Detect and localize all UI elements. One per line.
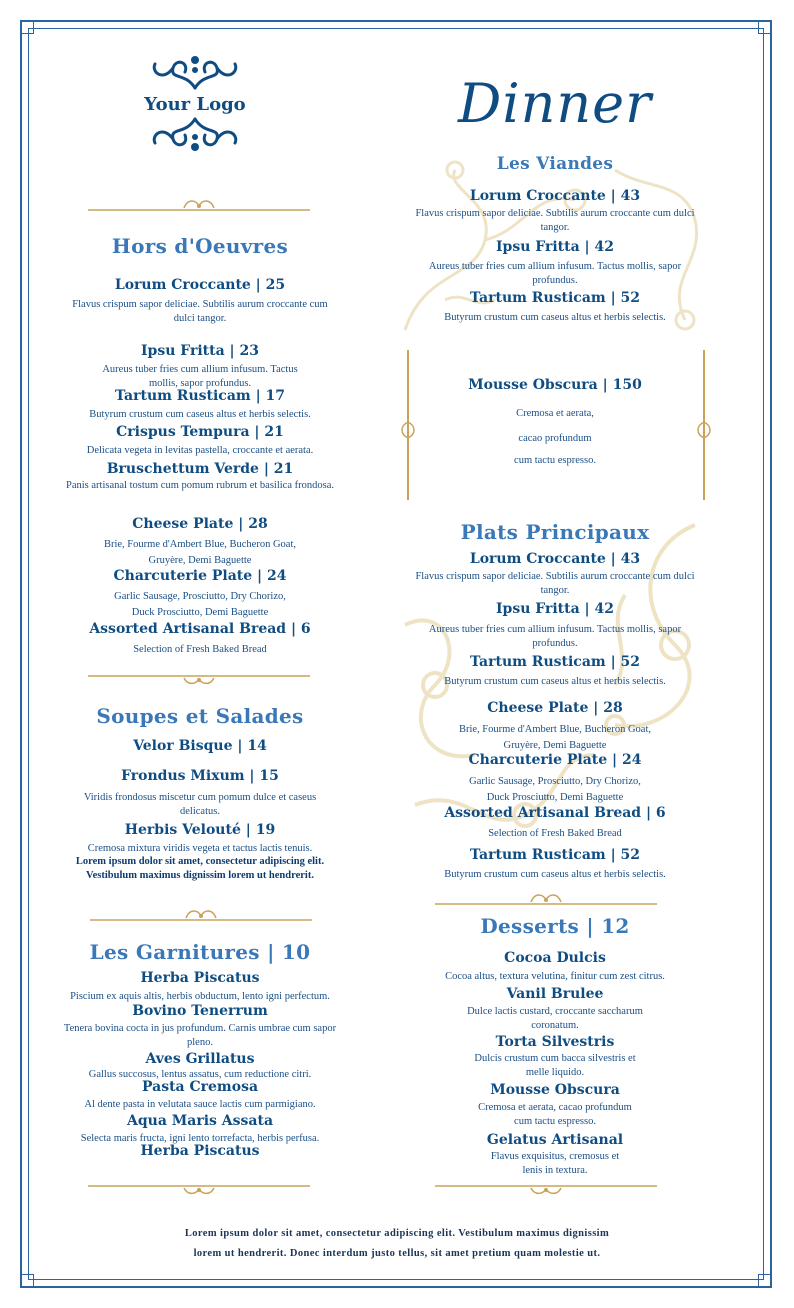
ornament-divider	[88, 1180, 310, 1198]
menu-item-name: Ipsu Fritta | 23	[141, 343, 259, 359]
menu-item-desc: Flavus crispum sapor deliciae. Subtilis aurum croccante cum dulci tangor.	[415, 571, 695, 597]
menu-item-desc: Flavus crispum sapor deliciae. Subtilis aurum croccante cum dulci tangor.	[72, 299, 328, 325]
menu-item-desc: Gallus succosus, lentus assatus, cum reductione citri.	[88, 1069, 312, 1080]
corner-ornament	[20, 1274, 34, 1288]
logo	[140, 52, 250, 162]
section-soupes-salades	[60, 704, 340, 904]
section-title: Plats Principaux	[460, 520, 650, 544]
menu-item-name: Aqua Maris Assata	[126, 1113, 274, 1129]
menu-item-desc: Tenera bovina cocta in jus profundum. Carnis umbrae cum sapor pleno.	[63, 1023, 337, 1049]
menu-item-name: Lorum Croccante | 43	[469, 188, 641, 204]
menu-item-name: Tartum Rusticam | 52	[469, 290, 641, 306]
menu-item-name: Charcuterie Plate | 24	[113, 568, 287, 584]
corner-ornament	[758, 20, 772, 34]
menu-item-desc: cum tactu espresso.	[514, 455, 596, 466]
menu-item-name: Lorum Croccante | 43	[469, 551, 641, 567]
menu-item-name: Ipsu Fritta | 42	[496, 601, 614, 617]
menu-item-desc: Selecta maris fructa, igni lento torrefacta, herbis perfusa.	[80, 1133, 320, 1144]
menu-item-desc: Cremosa et aerata,	[516, 408, 594, 419]
menu-item-name: Assorted Artisanal Bread | 6	[444, 805, 666, 821]
menu-item-desc: Selection of Fresh Baked Bread	[488, 828, 622, 839]
menu-item-desc: Gruyère, Demi Baguette	[148, 555, 252, 566]
menu-item-name: Herba Piscatus	[140, 970, 260, 986]
menu-item-name: Tartum Rusticam | 52	[469, 654, 641, 670]
menu-item-desc: Aureus tuber fries cum allium infusum. Tactus mollis, sapor profundus.	[428, 624, 682, 650]
menu-item-note: Lorem ipsum dolor sit amet, consectetur adipiscing elit. Vestibulum maximus dignissim lorem ut hendrerit.	[75, 856, 325, 882]
logo-ornament-top-icon	[145, 52, 245, 92]
menu-item-name: Cheese Plate | 28	[487, 700, 623, 716]
menu-item-desc: cacao profundum	[518, 433, 592, 444]
menu-item-desc: Dulce lactis custard, croccante saccharum coronatum.	[467, 1006, 643, 1032]
menu-item-desc: Brie, Fourme d'Ambert Blue, Bucheron Goat,	[458, 724, 652, 735]
menu-item-name: Herbis Velouté | 19	[124, 822, 276, 838]
menu-item-desc: Brie, Fourme d'Ambert Blue, Bucheron Goat,	[103, 539, 297, 550]
ornament-divider	[90, 906, 312, 924]
menu-item-name: Aves Grillatus	[145, 1051, 255, 1067]
menu-item-name: Mousse Obscura | 150	[468, 377, 642, 393]
section-viandes	[405, 154, 705, 334]
menu-item-name: Vanil Brulee	[506, 986, 604, 1002]
menu-item-desc: Flavus crispum sapor deliciae. Subtilis aurum croccante cum dulci tangor.	[415, 208, 695, 234]
logo-ornament-bottom-icon	[145, 115, 245, 155]
menu-item-desc: Duck Prosciutto, Demi Baguette	[131, 607, 269, 618]
section-title: Soupes et Salades	[96, 704, 304, 728]
ornament-divider	[88, 196, 310, 214]
menu-item-desc: Aureus tuber fries cum allium infusum. Tactus mollis, sapor profundus.	[102, 364, 298, 390]
section-desserts	[405, 914, 705, 1177]
menu-item-desc: Aureus tuber fries cum allium infusum. Tactus mollis, sapor profundus.	[428, 261, 682, 287]
corner-ornament	[20, 20, 34, 34]
section-plats-principaux	[405, 520, 705, 885]
menu-item-name: Cocoa Dulcis	[504, 950, 606, 966]
section-title: Les Viandes	[496, 154, 614, 174]
menu-item-desc: Selection of Fresh Baked Bread	[133, 644, 267, 655]
menu-item-desc: Cremosa mixtura viridis vegeta et tactus lactis tenuis.	[87, 843, 313, 854]
menu-item-desc: Flavus exquisitus, cremosus et lenis in textura.	[490, 1151, 620, 1177]
menu-item-name: Velor Bisque | 14	[133, 738, 267, 754]
section-garnitures	[60, 940, 340, 1165]
menu-item-desc: Viridis frondosus miscetur cum pomum dulce et caseus delicatus.	[83, 792, 317, 818]
menu-item-name: Crispus Tempura | 21	[116, 424, 284, 440]
menu-item-desc: Butyrum crustum cum caseus altus et herbis selectis.	[444, 312, 666, 323]
menu-item-name: Assorted Artisanal Bread | 6	[89, 621, 311, 637]
menu-item-desc: Cocoa altus, textura velutina, finitur cum zest citrus.	[445, 971, 665, 982]
menu-item-desc: Garlic Sausage, Prosciutto, Dry Chorizo,	[469, 776, 641, 787]
menu-item-desc: Delicata vegeta in levitas pastella, croccante et aerata.	[86, 445, 314, 456]
logo-text: Your Logo	[144, 94, 246, 115]
section-hors-doeuvres	[60, 234, 340, 664]
menu-item-desc: Cremosa et aerata, cacao profundum cum tactu espresso.	[478, 1102, 632, 1128]
corner-ornament	[758, 1274, 772, 1288]
menu-item-name: Charcuterie Plate | 24	[468, 752, 642, 768]
menu-item-desc: Butyrum crustum cum caseus altus et herbis selectis.	[444, 869, 666, 880]
menu-item-name: Bovino Tenerrum	[132, 1003, 268, 1019]
section-title: Les Garnitures | 10	[89, 940, 311, 964]
menu-item-desc: Panis artisanal tostum cum pomum rubrum et basilica frondosa.	[66, 480, 334, 491]
menu-item-desc: Al dente pasta in velutata sauce lactis cum parmigiano.	[84, 1099, 316, 1110]
menu-item-desc: Dulcis crustum cum bacca silvestris et melle liquido.	[474, 1053, 636, 1079]
menu-item-name: Frondus Mixum | 15	[121, 768, 279, 784]
ornament-divider	[435, 890, 657, 908]
menu-item-desc: Garlic Sausage, Prosciutto, Dry Chorizo,	[114, 591, 286, 602]
menu-item-name: Torta Silvestris	[495, 1034, 615, 1050]
menu-item-desc: Butyrum crustum cum caseus altus et herbis selectis.	[89, 409, 311, 420]
menu-item-desc: Duck Prosciutto, Demi Baguette	[486, 792, 624, 803]
menu-item-name: Pasta Cremosa	[141, 1079, 259, 1095]
menu-item-name: Gelatus Artisanal	[486, 1132, 624, 1148]
menu-item-name: Bruschettum Verde | 21	[106, 461, 294, 477]
featured-mousse	[405, 377, 705, 477]
footer-line: lorem ut hendrerit. Donec interdum justo tellus, sit amet pretium quam molestie ut.	[193, 1247, 601, 1259]
menu-item-name: Herba Piscatus	[140, 1143, 260, 1159]
menu-item-desc: Gruyère, Demi Baguette	[503, 740, 607, 751]
menu-item-name: Tartum Rusticam | 17	[114, 388, 286, 404]
section-title: Hors d'Oeuvres	[111, 234, 289, 258]
footer-line: Lorem ipsum dolor sit amet, consectetur adipiscing elit. Vestibulum maximus dignissim	[184, 1228, 610, 1239]
menu-item-desc: Butyrum crustum cum caseus altus et herbis selectis.	[444, 676, 666, 687]
ornament-divider	[435, 1180, 657, 1198]
footer-note	[60, 1224, 734, 1264]
ornament-divider	[88, 670, 310, 688]
menu-item-name: Lorum Croccante | 25	[114, 277, 286, 293]
section-title: Desserts | 12	[480, 914, 630, 938]
menu-item-name: Mousse Obscura	[490, 1082, 620, 1098]
menu-item-name: Cheese Plate | 28	[132, 516, 268, 532]
page-title: Dinner	[458, 72, 652, 135]
menu-item-desc: Piscium ex aquis altis, herbis obductum, lento igni perfectum.	[70, 991, 330, 1002]
menu-item-name: Tartum Rusticam | 52	[469, 847, 641, 863]
menu-item-name: Ipsu Fritta | 42	[496, 239, 614, 255]
